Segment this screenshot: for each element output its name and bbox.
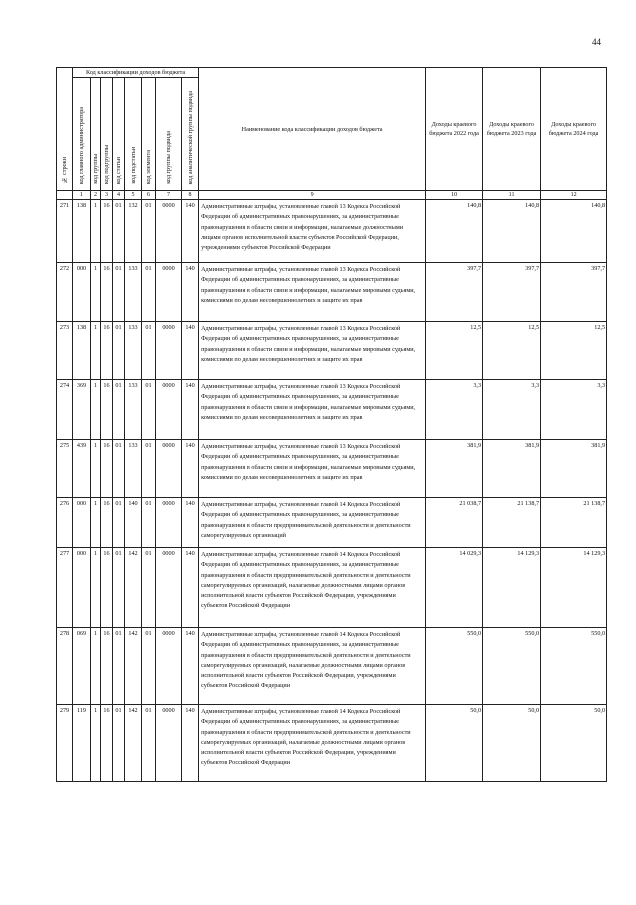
name-column-header: Наименование кода классификации доходов бюджета <box>199 68 426 191</box>
row-number: 272 <box>57 263 73 322</box>
code-cell: 0000 <box>156 440 182 498</box>
code-cell: 140 <box>182 380 199 440</box>
description-cell: Административные штрафы, установленные главой 13 Кодекса Российской Федерации об административных правонарушениях, за административные правонарушения в области связи и информации, налагаемые мировыми судьями, комиссиями по делам несовершеннолетних и защите их прав <box>199 380 426 440</box>
code-cell: 000 <box>73 548 91 628</box>
code-cell: 0000 <box>156 322 182 380</box>
code-cell: 16 <box>101 498 113 548</box>
row-number: 276 <box>57 498 73 548</box>
code-cell: 069 <box>73 628 91 705</box>
code-cell: 140 <box>182 628 199 705</box>
value-2022: 12,5 <box>426 322 483 380</box>
value-2024: 550,0 <box>541 628 607 705</box>
code-cell: 000 <box>73 263 91 322</box>
row-number: 278 <box>57 628 73 705</box>
value-2024: 3,3 <box>541 380 607 440</box>
value-2022: 550,0 <box>426 628 483 705</box>
row-number: 277 <box>57 548 73 628</box>
value-2024: 140,8 <box>541 200 607 263</box>
value-2022: 50,0 <box>426 705 483 782</box>
table-row <box>57 200 607 263</box>
page-number: 44 <box>592 37 601 47</box>
code-cell: 138 <box>73 322 91 380</box>
value-2022: 21 038,7 <box>426 498 483 548</box>
table-row <box>57 498 607 548</box>
value-2024: 381,9 <box>541 440 607 498</box>
code-cell: 0000 <box>156 498 182 548</box>
code-header-group: код группы <box>91 78 101 191</box>
code-cell: 132 <box>125 200 142 263</box>
value-2022: 397,7 <box>426 263 483 322</box>
value-2023: 140,8 <box>483 200 541 263</box>
table-row <box>57 322 607 380</box>
code-cell: 01 <box>142 380 156 440</box>
value-2023: 21 138,7 <box>483 498 541 548</box>
code-cell: 16 <box>101 200 113 263</box>
table-row <box>57 263 607 322</box>
code-cell: 16 <box>101 322 113 380</box>
classification-group-header: Код классификации доходов бюджета <box>73 68 199 78</box>
code-cell: 16 <box>101 380 113 440</box>
column-number: 5 <box>125 191 142 200</box>
code-header-article: код статьи <box>113 78 125 191</box>
code-cell: 01 <box>142 498 156 548</box>
column-number: 4 <box>113 191 125 200</box>
code-cell: 16 <box>101 263 113 322</box>
description-cell: Административные штрафы, установленные главой 13 Кодекса Российской Федерации об административных правонарушениях, за административные правонарушения в области связи и информации, налагаемые должностными лицами органов исполнительной власти субъектов Российской Федерации, учреждениями субъектов Российской Федерации <box>199 200 426 263</box>
column-number: 12 <box>541 191 607 200</box>
value-2023: 12,5 <box>483 322 541 380</box>
code-header-analytic-group: код аналитической группы подвида <box>182 78 199 191</box>
value-2024: 14 129,3 <box>541 548 607 628</box>
code-cell: 138 <box>73 200 91 263</box>
code-cell: 1 <box>91 322 101 380</box>
code-cell: 0000 <box>156 705 182 782</box>
code-cell: 0000 <box>156 200 182 263</box>
description-cell: Административные штрафы, установленные главой 13 Кодекса Российской Федерации об административных правонарушениях, за административные правонарушения в области связи и информации, налагаемые мировыми судьями, комиссиями по делам несовершеннолетних и защите их прав <box>199 322 426 380</box>
code-cell: 01 <box>142 628 156 705</box>
code-cell: 1 <box>91 380 101 440</box>
column-number-row <box>57 191 607 200</box>
code-cell: 1 <box>91 548 101 628</box>
code-cell: 439 <box>73 440 91 498</box>
description-cell: Административные штрафы, установленные главой 13 Кодекса Российской Федерации об административных правонарушениях, за административные правонарушения в области связи и информации, налагаемые мировыми судьями, комиссиями по делам несовершеннолетних и защите их прав <box>199 263 426 322</box>
code-cell: 140 <box>182 322 199 380</box>
column-number: 9 <box>199 191 426 200</box>
column-number: 1 <box>73 191 91 200</box>
code-cell: 01 <box>142 705 156 782</box>
row-number: 273 <box>57 322 73 380</box>
code-cell: 01 <box>113 705 125 782</box>
code-cell: 142 <box>125 548 142 628</box>
code-cell: 01 <box>142 263 156 322</box>
code-cell: 140 <box>182 705 199 782</box>
code-cell: 01 <box>113 548 125 628</box>
description-cell: Административные штрафы, установленные главой 14 Кодекса Российской Федерации об административных правонарушениях, за административные правонарушения в области предпринимательской деятельности и деятельности саморегулируемых организаций <box>199 498 426 548</box>
value-2024: 12,5 <box>541 322 607 380</box>
value-2023: 550,0 <box>483 628 541 705</box>
code-cell: 119 <box>73 705 91 782</box>
row-number: 274 <box>57 380 73 440</box>
code-cell: 1 <box>91 200 101 263</box>
code-cell: 133 <box>125 440 142 498</box>
description-cell: Административные штрафы, установленные главой 14 Кодекса Российской Федерации об административных правонарушениях, за административные правонарушения в области предпринимательской деятельности и деятельности саморегулируемых организаций, налагаемые должностными лицами органов исполнительной власти субъектов Российской Федерации, учреждениями субъектов Российской Федерации <box>199 548 426 628</box>
code-cell: 000 <box>73 498 91 548</box>
column-number: 8 <box>182 191 199 200</box>
code-cell: 01 <box>113 498 125 548</box>
code-cell: 1 <box>91 628 101 705</box>
column-number: 7 <box>156 191 182 200</box>
description-cell: Административные штрафы, установленные главой 13 Кодекса Российской Федерации об административных правонарушениях, за административные правонарушения в области связи и информации, налагаемые мировыми судьями, комиссиями по делам несовершеннолетних и защите их прав <box>199 440 426 498</box>
code-cell: 16 <box>101 705 113 782</box>
value-2024: 50,0 <box>541 705 607 782</box>
code-cell: 0000 <box>156 263 182 322</box>
code-cell: 16 <box>101 628 113 705</box>
code-cell: 16 <box>101 548 113 628</box>
code-cell: 01 <box>142 322 156 380</box>
row-number-header: № строки <box>57 68 73 191</box>
income-classification-table <box>56 67 607 782</box>
value-2022: 14 029,3 <box>426 548 483 628</box>
code-cell: 133 <box>125 380 142 440</box>
code-cell: 01 <box>113 263 125 322</box>
income-2022-header: Доходы краевого бюджета 2022 года <box>426 68 483 191</box>
income-2024-header: Доходы краевого бюджета 2024 года <box>541 68 607 191</box>
code-header-subarticle: код подстатьи <box>125 78 142 191</box>
code-cell: 01 <box>113 440 125 498</box>
value-2023: 3,3 <box>483 380 541 440</box>
code-header-subtype-group: код группы подвида <box>156 78 182 191</box>
row-number: 279 <box>57 705 73 782</box>
row-number: 271 <box>57 200 73 263</box>
code-cell: 142 <box>125 628 142 705</box>
code-header-element: код элемента <box>142 78 156 191</box>
table-row <box>57 380 607 440</box>
code-cell: 369 <box>73 380 91 440</box>
value-2022: 381,9 <box>426 440 483 498</box>
value-2023: 50,0 <box>483 705 541 782</box>
value-2023: 397,7 <box>483 263 541 322</box>
code-cell: 16 <box>101 440 113 498</box>
code-cell: 133 <box>125 322 142 380</box>
code-cell: 0000 <box>156 548 182 628</box>
code-cell: 140 <box>182 263 199 322</box>
code-cell: 142 <box>125 705 142 782</box>
description-cell: Административные штрафы, установленные главой 14 Кодекса Российской Федерации об административных правонарушениях, за административные правонарушения в области предпринимательской деятельности и деятельности саморегулируемых организаций, налагаемые должностными лицами органов исполнительной власти субъектов Российской Федерации, учреждениями субъектов Российской Федерации <box>199 628 426 705</box>
code-cell: 1 <box>91 705 101 782</box>
value-2024: 397,7 <box>541 263 607 322</box>
value-2022: 140,8 <box>426 200 483 263</box>
code-cell: 140 <box>125 498 142 548</box>
code-header-subgroup: код подгруппы <box>101 78 113 191</box>
code-cell: 01 <box>142 200 156 263</box>
table-row <box>57 440 607 498</box>
income-2023-header: Доходы краевого бюджета 2023 года <box>483 68 541 191</box>
column-number <box>57 191 73 200</box>
code-cell: 140 <box>182 440 199 498</box>
column-number: 6 <box>142 191 156 200</box>
code-cell: 01 <box>113 628 125 705</box>
value-2022: 3,3 <box>426 380 483 440</box>
code-cell: 0000 <box>156 628 182 705</box>
value-2023: 14 129,3 <box>483 548 541 628</box>
code-cell: 1 <box>91 440 101 498</box>
code-cell: 01 <box>113 380 125 440</box>
code-cell: 1 <box>91 498 101 548</box>
description-cell: Административные штрафы, установленные главой 14 Кодекса Российской Федерации об административных правонарушениях, за административные правонарушения в области предпринимательской деятельности и деятельности саморегулируемых организаций, налагаемые должностными лицами органов исполнительной власти субъектов Российской Федерации, учреждениями субъектов Российской Федерации <box>199 705 426 782</box>
column-number: 11 <box>483 191 541 200</box>
code-cell: 1 <box>91 263 101 322</box>
column-number: 3 <box>101 191 113 200</box>
row-number: 275 <box>57 440 73 498</box>
code-cell: 140 <box>182 548 199 628</box>
code-header-administrator: код главного администратора <box>73 78 91 191</box>
code-cell: 140 <box>182 200 199 263</box>
code-cell: 01 <box>142 440 156 498</box>
column-number: 2 <box>91 191 101 200</box>
value-2024: 21 138,7 <box>541 498 607 548</box>
table-row <box>57 628 607 705</box>
code-cell: 01 <box>113 200 125 263</box>
code-cell: 140 <box>182 498 199 548</box>
table-row <box>57 705 607 782</box>
table-row <box>57 548 607 628</box>
code-cell: 01 <box>142 548 156 628</box>
code-cell: 0000 <box>156 380 182 440</box>
code-cell: 133 <box>125 263 142 322</box>
column-number: 10 <box>426 191 483 200</box>
code-cell: 01 <box>113 322 125 380</box>
value-2023: 381,9 <box>483 440 541 498</box>
